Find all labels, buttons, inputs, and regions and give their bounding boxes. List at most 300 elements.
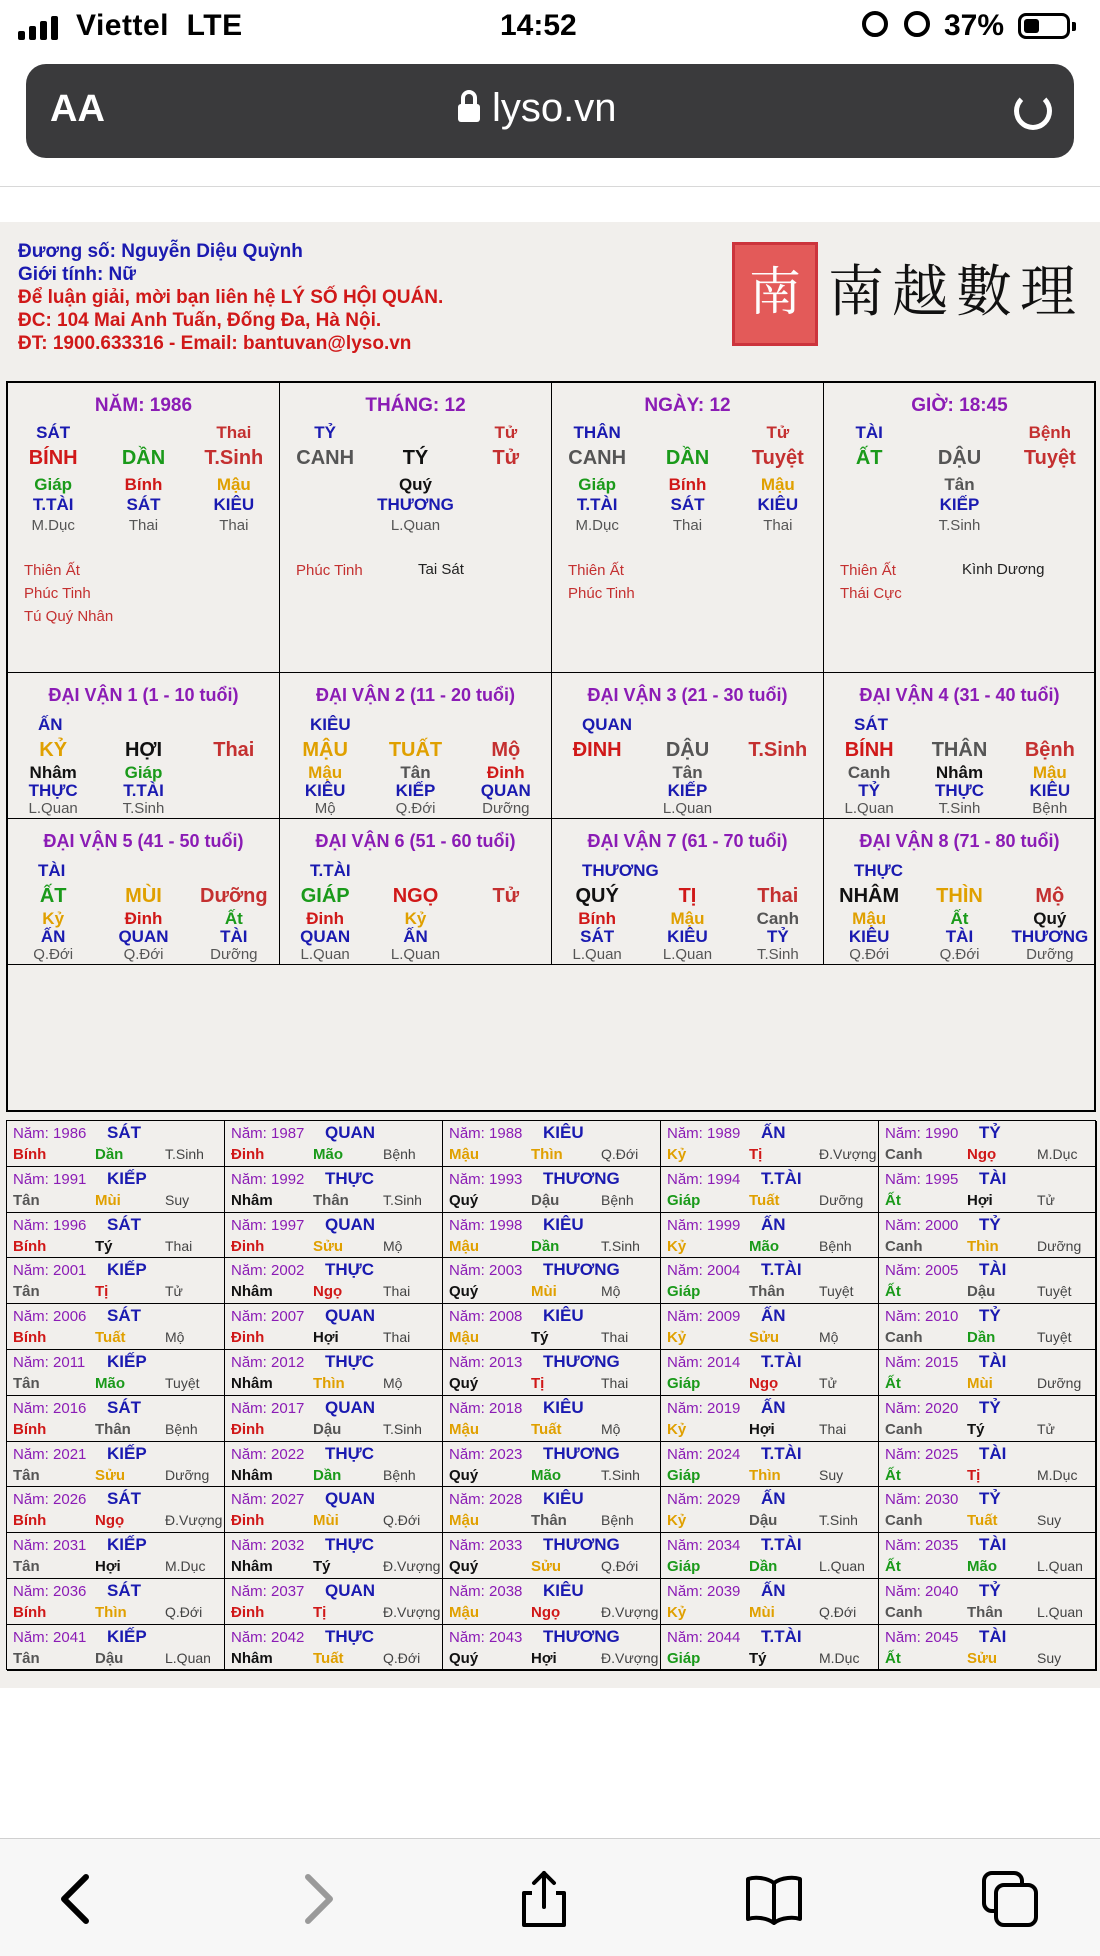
divider bbox=[0, 186, 1100, 187]
battery-icon bbox=[1018, 13, 1070, 39]
url-domain[interactable]: lyso.vn bbox=[492, 86, 617, 130]
cell-row bbox=[8, 927, 279, 947]
year-cell bbox=[879, 1396, 1097, 1442]
year-ten-god: T.TÀI bbox=[761, 1168, 802, 1188]
earthly-branch: NGỌ bbox=[392, 885, 439, 907]
year-stem: Ất bbox=[885, 1558, 901, 1576]
subject-name: Đương số: Nguyễn Diệu Quỳnh bbox=[18, 241, 303, 262]
branch-state: Tử bbox=[492, 447, 520, 469]
star-note: Tai Sát bbox=[418, 561, 464, 578]
year-stage: Đ.Vượng bbox=[383, 1604, 441, 1620]
year-label: Năm: 2038 bbox=[449, 1583, 523, 1600]
tabs-icon[interactable] bbox=[980, 1869, 1040, 1929]
year-cell bbox=[443, 1625, 661, 1671]
year-stage: Bệnh bbox=[601, 1512, 634, 1529]
hidden-stem bbox=[824, 475, 914, 495]
year-stem: Canh bbox=[885, 1329, 923, 1347]
year-stage: Q.Đới bbox=[601, 1558, 639, 1575]
cell-row bbox=[8, 781, 279, 801]
year-stage: L.Quan bbox=[165, 1649, 211, 1666]
year-label: Năm: 2034 bbox=[667, 1537, 741, 1555]
pillar-cell bbox=[8, 383, 280, 673]
year-cell bbox=[443, 1396, 661, 1442]
dai-van-cell bbox=[824, 819, 1096, 965]
branch-state: T.Sinh bbox=[204, 447, 264, 469]
hidden-god: KIẾP bbox=[395, 781, 436, 800]
earthly-branch: MÙI bbox=[125, 885, 162, 907]
year-cell bbox=[443, 1487, 661, 1533]
hidden-stage: Mộ bbox=[314, 800, 336, 817]
spacer bbox=[370, 423, 460, 443]
year-stem: Nhâm bbox=[231, 1375, 273, 1392]
year-stage: Suy bbox=[819, 1466, 844, 1483]
cell-row bbox=[8, 946, 279, 963]
hidden-stem: Tân bbox=[672, 763, 703, 782]
hidden-stem bbox=[1005, 475, 1095, 495]
hidden-god: KIÊU bbox=[213, 495, 255, 514]
year-ten-god: TỶ bbox=[979, 1581, 1001, 1600]
hidden-stem bbox=[552, 763, 642, 783]
year-branch: Dậu bbox=[313, 1420, 342, 1438]
year-label: Năm: 2013 bbox=[449, 1354, 523, 1371]
year-label: Năm: 2026 bbox=[13, 1491, 87, 1509]
hidden-stem: Giáp bbox=[34, 475, 73, 494]
lock-icon bbox=[458, 98, 480, 122]
year-branch: Tị bbox=[531, 1375, 545, 1392]
year-stage: Tử bbox=[819, 1375, 837, 1391]
year-branch: Mão bbox=[531, 1466, 561, 1484]
heavenly-stem: NHÂM bbox=[839, 885, 900, 907]
alarm-icon bbox=[904, 11, 930, 37]
year-branch: Dậu bbox=[967, 1283, 996, 1301]
year-stage: T.Sinh bbox=[601, 1466, 640, 1483]
year-stem: Bính bbox=[13, 1512, 47, 1530]
back-icon[interactable] bbox=[48, 1869, 108, 1929]
year-stem: Bính bbox=[13, 1604, 47, 1621]
earthly-branch: TỊ bbox=[678, 885, 697, 907]
year-label: Năm: 1990 bbox=[885, 1125, 959, 1142]
year-stage: Đ.Vượng bbox=[383, 1558, 441, 1575]
year-stage: Bệnh bbox=[165, 1420, 198, 1437]
year-stem: Mậu bbox=[449, 1237, 479, 1255]
browser-toolbar bbox=[0, 1838, 1100, 1956]
year-label: Năm: 1991 bbox=[13, 1170, 87, 1188]
year-cell bbox=[443, 1533, 661, 1579]
year-stem: Kỷ bbox=[667, 1329, 687, 1347]
year-stem: Đinh bbox=[231, 1604, 265, 1621]
dai-van-title: ĐẠI VẬN 2 (11 - 20 tuổi) bbox=[315, 685, 516, 705]
signal-icon bbox=[18, 14, 58, 40]
hidden-god: KIÊU bbox=[304, 781, 346, 800]
spacer bbox=[914, 423, 1004, 443]
cell-row bbox=[8, 763, 279, 783]
ten-god-label: ẤN bbox=[38, 715, 63, 734]
hidden-god: SÁT bbox=[580, 927, 615, 946]
year-branch: Mùi bbox=[531, 1283, 557, 1301]
cell-row bbox=[824, 763, 1095, 783]
cell-row bbox=[552, 800, 823, 817]
year-cell bbox=[879, 1350, 1097, 1396]
dai-van-title: ĐẠI VẬN 3 (21 - 30 tuổi) bbox=[587, 685, 788, 705]
year-stage: M.Dục bbox=[819, 1649, 860, 1666]
year-stem: Tân bbox=[13, 1466, 40, 1484]
year-branch: Dậu bbox=[95, 1649, 124, 1667]
hidden-stage: Bệnh bbox=[1032, 800, 1068, 817]
year-cell bbox=[661, 1258, 879, 1304]
year-label: Năm: 2031 bbox=[13, 1537, 87, 1555]
year-label: Năm: 2024 bbox=[667, 1445, 741, 1463]
year-stage: Bệnh bbox=[383, 1146, 416, 1162]
hidden-god bbox=[280, 495, 370, 515]
hidden-stage: Dưỡng bbox=[482, 800, 530, 817]
dai-van-title: ĐẠI VẬN 7 (61 - 70 tuổi) bbox=[587, 831, 788, 851]
chart-header bbox=[18, 240, 443, 355]
year-cell bbox=[225, 1533, 443, 1579]
year-label: Năm: 2036 bbox=[13, 1583, 87, 1600]
year-cell bbox=[225, 1167, 443, 1213]
hidden-god: KIẾP bbox=[939, 495, 980, 514]
year-branch: Hợi bbox=[967, 1191, 993, 1209]
dai-van-title: ĐẠI VẬN 6 (51 - 60 tuổi) bbox=[315, 831, 516, 851]
year-branch: Hợi bbox=[531, 1649, 557, 1667]
cell-row bbox=[824, 927, 1095, 947]
hidden-god: KIÊU bbox=[848, 927, 890, 946]
year-stem: Bính bbox=[13, 1329, 47, 1347]
year-stage: Dưỡng bbox=[1037, 1375, 1082, 1391]
cell-row bbox=[8, 800, 279, 817]
cell-row bbox=[552, 517, 823, 534]
year-stem: Quý bbox=[449, 1191, 479, 1209]
year-stage: Thai bbox=[819, 1420, 847, 1437]
hidden-god bbox=[733, 781, 823, 801]
hidden-stem: Bính bbox=[578, 909, 617, 928]
year-stem: Bính bbox=[13, 1420, 47, 1438]
cell-row bbox=[8, 885, 279, 908]
year-stem: Ất bbox=[885, 1649, 901, 1667]
star-note: Tú Quý Nhân bbox=[24, 608, 114, 625]
year-stage: Q.Đới bbox=[383, 1512, 421, 1529]
year-cell bbox=[443, 1213, 661, 1259]
year-stem: Canh bbox=[885, 1420, 923, 1438]
cell-row bbox=[8, 423, 279, 443]
year-label: Năm: 2008 bbox=[449, 1308, 523, 1326]
year-stage: Tử bbox=[1037, 1420, 1055, 1437]
year-cell bbox=[7, 1396, 225, 1442]
hidden-stage: L.Quan bbox=[300, 946, 350, 963]
year-label: Năm: 2042 bbox=[231, 1628, 305, 1646]
hidden-god: QUAN bbox=[300, 927, 351, 946]
cell-row bbox=[552, 475, 823, 495]
year-label: Năm: 2044 bbox=[667, 1628, 741, 1646]
year-cell bbox=[661, 1625, 879, 1671]
year-branch: Thìn bbox=[531, 1146, 563, 1163]
year-cell bbox=[879, 1442, 1097, 1488]
share-icon[interactable] bbox=[514, 1869, 574, 1929]
year-label: Năm: 2043 bbox=[449, 1628, 523, 1646]
year-ten-god: THƯƠNG bbox=[543, 1535, 620, 1555]
forward-icon[interactable] bbox=[286, 1869, 346, 1929]
cell-row bbox=[552, 927, 823, 947]
year-stem: Mậu bbox=[449, 1420, 479, 1438]
year-stage: Đ.Vượng bbox=[819, 1146, 877, 1162]
year-ten-god: SÁT bbox=[107, 1306, 141, 1326]
hidden-stem: Tân bbox=[944, 475, 975, 494]
year-label: Năm: 2005 bbox=[885, 1262, 959, 1280]
year-stem: Nhâm bbox=[231, 1191, 273, 1209]
year-branch: Dần bbox=[531, 1237, 560, 1255]
hidden-stage: L.Quan bbox=[390, 946, 441, 963]
earthly-branch: TÝ bbox=[402, 447, 429, 469]
heavenly-stem: KỶ bbox=[39, 739, 68, 761]
year-label: Năm: 2022 bbox=[231, 1445, 305, 1463]
year-label: Năm: 1989 bbox=[667, 1125, 741, 1142]
year-stem: Mậu bbox=[449, 1604, 479, 1621]
year-ten-god: KIÊU bbox=[543, 1489, 584, 1509]
bookmarks-icon[interactable] bbox=[744, 1869, 804, 1929]
branch-state: Thai bbox=[213, 739, 255, 761]
branch-state: Mộ bbox=[491, 739, 521, 761]
hidden-stem: Ất bbox=[950, 909, 969, 928]
year-label: Năm: 1987 bbox=[231, 1125, 305, 1142]
hidden-god: KIÊU bbox=[757, 495, 799, 514]
hidden-stage: M.Dục bbox=[31, 517, 75, 534]
year-branch: Mùi bbox=[749, 1604, 775, 1621]
year-ten-god: T.TÀI bbox=[761, 1352, 802, 1371]
year-ten-god: SÁT bbox=[107, 1214, 141, 1234]
address-bar[interactable] bbox=[26, 64, 1074, 158]
year-label: Năm: 2027 bbox=[231, 1491, 305, 1509]
hidden-stem: Đinh bbox=[486, 763, 525, 782]
life-stage: Tử bbox=[766, 423, 790, 442]
year-branch: Thìn bbox=[95, 1604, 127, 1621]
year-cell bbox=[879, 1213, 1097, 1259]
year-branch: Tị bbox=[95, 1283, 109, 1301]
hidden-god: TÀI bbox=[220, 927, 248, 946]
year-branch: Dần bbox=[967, 1329, 996, 1347]
hidden-stage: Q.Đới bbox=[395, 800, 436, 817]
year-ten-god: KIẾP bbox=[107, 1535, 147, 1555]
year-stage: Tuyệt bbox=[165, 1375, 200, 1391]
cell-row bbox=[824, 495, 1095, 515]
heavenly-stem: GIÁP bbox=[300, 885, 350, 907]
dai-van-cell bbox=[552, 819, 824, 965]
hidden-god: QUAN bbox=[118, 927, 169, 946]
year-ten-god: QUAN bbox=[325, 1214, 376, 1234]
cell-row bbox=[824, 475, 1095, 495]
year-stem: Quý bbox=[449, 1375, 479, 1392]
year-stage: Thai bbox=[601, 1375, 629, 1391]
year-ten-god: KIÊU bbox=[543, 1123, 584, 1142]
cell-row bbox=[280, 927, 551, 947]
year-stage: Mộ bbox=[819, 1329, 839, 1346]
red-seal-logo: 南 bbox=[732, 242, 818, 346]
year-ten-god: TÀI bbox=[979, 1626, 1007, 1646]
year-cell bbox=[7, 1258, 225, 1304]
year-cell bbox=[225, 1304, 443, 1350]
year-label: Năm: 1992 bbox=[231, 1170, 305, 1188]
year-stem: Tân bbox=[13, 1649, 40, 1667]
year-cell bbox=[879, 1304, 1097, 1350]
heavenly-stem: CANH bbox=[296, 447, 355, 469]
hidden-stem: Quý bbox=[1033, 909, 1067, 928]
year-stage: Thai bbox=[165, 1237, 193, 1254]
hidden-stage: Thai bbox=[672, 517, 703, 534]
star-notes-secondary bbox=[418, 561, 464, 578]
year-label: Năm: 2025 bbox=[885, 1445, 959, 1463]
hidden-god: TÀI bbox=[945, 927, 974, 946]
year-stem: Nhâm bbox=[231, 1558, 273, 1576]
year-cell bbox=[879, 1258, 1097, 1304]
star-note: Phúc Tinh bbox=[568, 585, 635, 602]
hidden-stage: Dưỡng bbox=[1026, 946, 1074, 963]
year-stem: Quý bbox=[449, 1466, 479, 1484]
cell-row bbox=[552, 781, 823, 801]
year-branch: Ngọ bbox=[313, 1283, 343, 1301]
earthly-branch: DẬU bbox=[937, 447, 982, 469]
ten-god-label: SÁT bbox=[854, 715, 888, 734]
year-cell bbox=[661, 1487, 879, 1533]
calligraphy-logo: 南越數理 bbox=[828, 260, 1084, 325]
pillar-cell bbox=[824, 383, 1096, 673]
year-stage: Suy bbox=[1037, 1649, 1062, 1666]
reload-icon[interactable] bbox=[1014, 92, 1052, 130]
cell-row bbox=[552, 763, 823, 783]
hidden-god: T.TÀI bbox=[123, 781, 164, 800]
year-stage: Thai bbox=[383, 1283, 411, 1300]
year-stage: Đ.Vượng bbox=[601, 1604, 659, 1620]
year-stem: Kỷ bbox=[667, 1420, 687, 1438]
year-cell bbox=[661, 1396, 879, 1442]
hidden-god bbox=[552, 781, 642, 801]
year-cell bbox=[443, 1121, 661, 1167]
ten-god-label: KIÊU bbox=[310, 715, 351, 734]
cell-row bbox=[280, 763, 551, 783]
cell-row bbox=[824, 517, 1095, 534]
hidden-stem bbox=[461, 909, 551, 929]
heavenly-stem: ẤT bbox=[855, 447, 883, 469]
hidden-god: TỶ bbox=[766, 927, 789, 946]
dai-van-title: ĐẠI VẬN 8 (71 - 80 tuổi) bbox=[859, 831, 1060, 851]
year-stem: Giáp bbox=[667, 1649, 701, 1667]
year-label: Năm: 1997 bbox=[231, 1216, 305, 1234]
year-stage: Mộ bbox=[383, 1237, 403, 1254]
year-cell bbox=[7, 1533, 225, 1579]
year-branch: Sửu bbox=[95, 1466, 126, 1484]
year-stage: Suy bbox=[165, 1191, 190, 1208]
year-label: Năm: 2037 bbox=[231, 1583, 305, 1600]
ten-god-label: THỰC bbox=[854, 861, 904, 880]
year-label: Năm: 2007 bbox=[231, 1308, 305, 1326]
cell-row bbox=[280, 739, 551, 762]
cell-row bbox=[824, 909, 1095, 929]
hidden-god: SÁT bbox=[126, 495, 161, 514]
year-ten-god: THỰC bbox=[325, 1535, 375, 1555]
year-branch: Tuất bbox=[749, 1191, 780, 1209]
hidden-god: KIÊU bbox=[1029, 781, 1071, 800]
year-cell bbox=[879, 1487, 1097, 1533]
dai-van-cell bbox=[8, 673, 280, 819]
year-stem: Giáp bbox=[667, 1191, 701, 1209]
hidden-stem: Bính bbox=[668, 475, 707, 494]
year-branch: Ngọ bbox=[531, 1604, 561, 1621]
hidden-stem: Canh bbox=[756, 909, 800, 928]
year-branch: Hợi bbox=[313, 1329, 339, 1347]
year-label: Năm: 2000 bbox=[885, 1216, 959, 1234]
year-ten-god: KIÊU bbox=[543, 1397, 584, 1417]
cell-row bbox=[280, 885, 551, 908]
star-notes bbox=[840, 559, 902, 605]
year-cell bbox=[879, 1625, 1097, 1671]
year-stage: T.Sinh bbox=[819, 1512, 858, 1529]
earthly-branch: DẦN bbox=[121, 447, 166, 469]
year-stem: Bính bbox=[13, 1237, 47, 1255]
hidden-stem: Bính bbox=[124, 475, 163, 494]
year-cell bbox=[879, 1533, 1097, 1579]
year-label: Năm: 1986 bbox=[13, 1125, 87, 1142]
year-stage: Mộ bbox=[601, 1420, 621, 1437]
year-ten-god: KIẾP bbox=[107, 1168, 147, 1188]
earthly-branch: DẦN bbox=[665, 447, 710, 469]
year-ten-god: THƯƠNG bbox=[543, 1260, 620, 1280]
year-stem: Kỷ bbox=[667, 1146, 687, 1163]
year-stem: Canh bbox=[885, 1512, 923, 1530]
dai-van-cell bbox=[552, 673, 824, 819]
life-stage: Thai bbox=[216, 423, 252, 442]
hidden-stage bbox=[552, 800, 642, 817]
year-stage: Bệnh bbox=[819, 1237, 852, 1254]
year-label: Năm: 2029 bbox=[667, 1491, 741, 1509]
year-stem: Giáp bbox=[667, 1283, 701, 1301]
year-cell bbox=[7, 1579, 225, 1625]
year-stem: Nhâm bbox=[231, 1649, 273, 1667]
star-note: Thiên Ất bbox=[840, 562, 896, 579]
year-label: Năm: 2012 bbox=[231, 1354, 305, 1371]
hidden-god: T.TÀI bbox=[576, 495, 618, 514]
star-notes-secondary bbox=[962, 561, 1044, 578]
year-ten-god: TỶ bbox=[979, 1489, 1001, 1509]
cell-row bbox=[280, 800, 551, 817]
year-branch: Hợi bbox=[95, 1558, 121, 1576]
year-label: Năm: 2040 bbox=[885, 1583, 959, 1600]
hidden-stem: Mậu bbox=[1032, 763, 1067, 782]
year-ten-god: ẤN bbox=[761, 1306, 786, 1326]
hidden-stem: Mậu bbox=[760, 475, 795, 494]
year-stage: Dưỡng bbox=[819, 1191, 864, 1208]
hidden-stage: T.Sinh bbox=[938, 517, 981, 534]
branch-state: Thai bbox=[757, 885, 799, 907]
year-branch: Ngọ bbox=[749, 1375, 779, 1392]
subject-gender: Giới tính: Nữ bbox=[18, 264, 137, 285]
hidden-stem bbox=[733, 763, 823, 783]
year-ten-god: TÀI bbox=[979, 1352, 1007, 1371]
year-branch: Mùi bbox=[95, 1191, 121, 1209]
year-cell bbox=[7, 1167, 225, 1213]
year-branch: Tuất bbox=[95, 1329, 126, 1347]
year-cell bbox=[225, 1625, 443, 1671]
year-ten-god: QUAN bbox=[325, 1397, 376, 1417]
year-stem: Bính bbox=[13, 1146, 47, 1163]
year-stage: Q.Đới bbox=[601, 1146, 639, 1162]
text-size-button[interactable]: AA bbox=[50, 88, 105, 130]
year-stage: M.Dục bbox=[1037, 1466, 1078, 1483]
year-branch: Tý bbox=[531, 1329, 549, 1347]
hidden-stage: Q.Đới bbox=[33, 946, 74, 963]
year-stem: Mậu bbox=[449, 1146, 479, 1163]
year-stage: T.Sinh bbox=[601, 1237, 640, 1254]
year-stage: Đ.Vượng bbox=[165, 1512, 223, 1529]
cell-row bbox=[824, 946, 1095, 963]
year-cell bbox=[7, 1442, 225, 1488]
